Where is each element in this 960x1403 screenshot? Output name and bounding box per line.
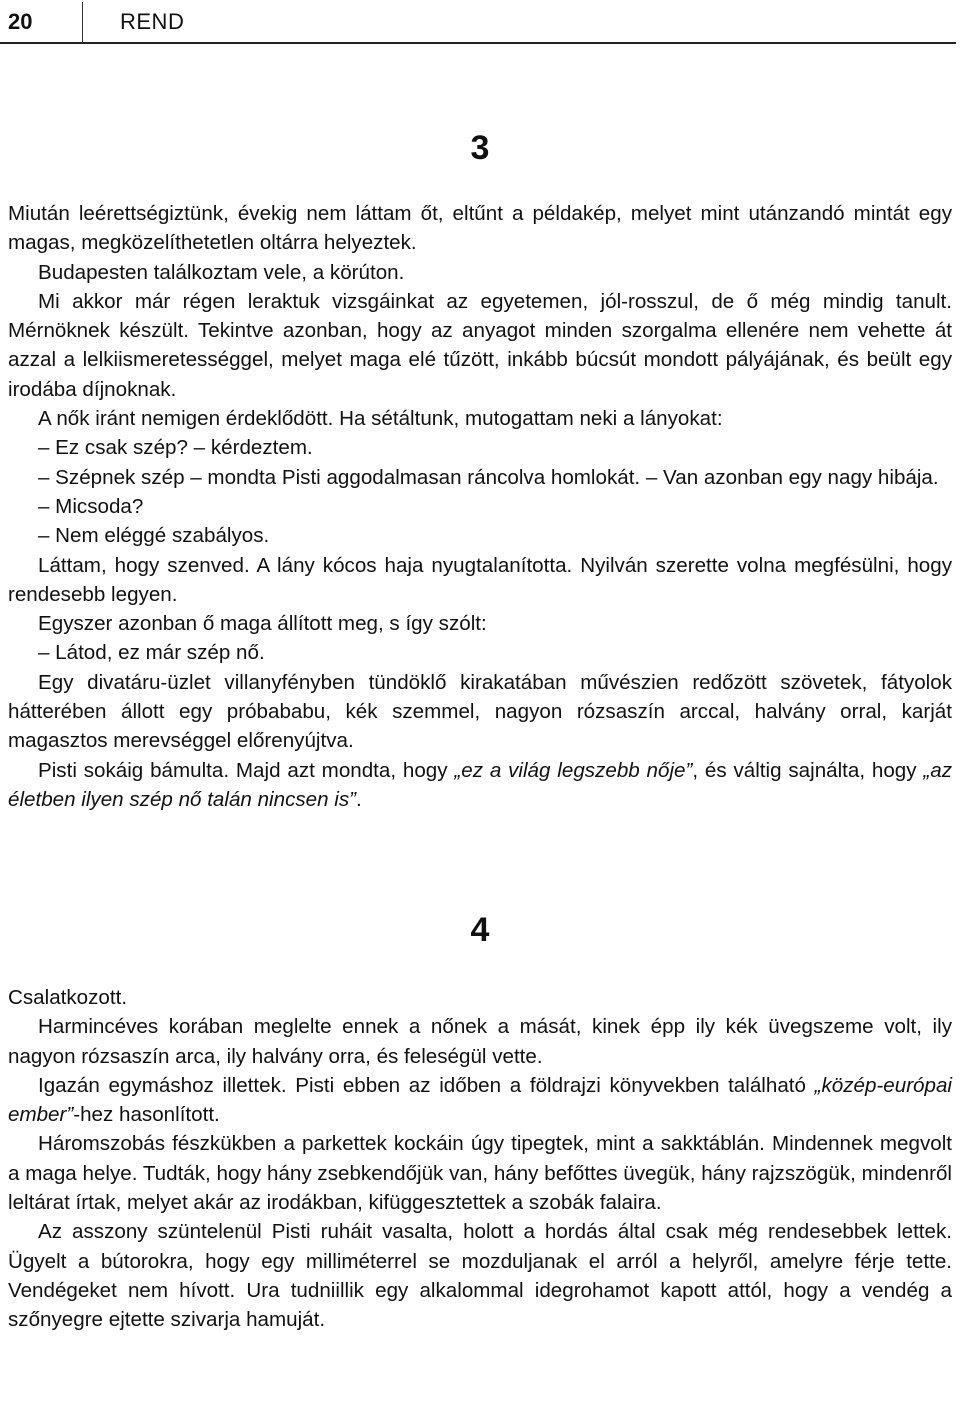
running-head: REND [120, 9, 185, 34]
header-rule [0, 42, 956, 44]
dialogue-line: – Ez csak szép? – kérdeztem. [38, 436, 313, 460]
paragraph: Budapesten találkoztam vele, a körúton. [38, 260, 405, 284]
paragraph: Mi akkor már régen leraktuk vizsgáinkat az egyetemen, jól-rosszul, de ő még mindig tanult. Mérnöknek készült. Tekintve azonban, hogy az anyagot minden szorgalma ellenére nem vehette át azzal a lelkiismeretességgel, melyet maga elé tűzött, inkább búcsút mondott pályájának, és beült egy irodába díjnoknak. [8, 289, 952, 401]
quoted-phrase: „ez a világ legszebb nője” [454, 758, 693, 782]
dialogue-line: – Micsoda? [38, 494, 144, 518]
section-number-4: 4 [470, 911, 490, 949]
paragraph: Egyszer azonban ő maga állított meg, s így szólt: [38, 612, 487, 636]
header-divider [82, 2, 83, 42]
dialogue-line: – Nem eléggé szabályos. [38, 524, 270, 548]
text-run: Igazán egymáshoz illettek. Pisti ebben az időben a földrajzi könyvekben található [38, 1073, 815, 1097]
dialogue-line: – Szépnek szép – mondta Pisti aggodalmasan ráncolva homlokát. – Van azonban egy nagy hibája. [38, 465, 939, 489]
text-run: , és váltig sajnálta, hogy [692, 758, 924, 782]
quoted-phrase: „közép-európai ember” [8, 1073, 952, 1127]
paragraph: A nők iránt nemigen érdeklődött. Ha sétáltunk, mutogattam neki a lányokat: [38, 407, 723, 431]
paragraph: Háromszobás fészkükben a parkettek kockáin úgy tipegtek, mint a sakktáblán. Mindennek megvolt a maga helye. Tudták, hogy hány zsebkendőjük van, hány befőttes üvegük, hány rajzszögük, mindenről leltárat írtak, melyet akár az irodákban, kifüggesztettek a szobák falaira. [8, 1132, 952, 1215]
paragraph: Az asszony szüntelenül Pisti ruháit vasalta, holott a hordás által csak még rendesebbek lettek. Ügyelt a bútorokra, hogy egy milliméterrel se mozduljanak el arról a helyről, amelyre férje tette. Vendégeket nem hívott. Ura tudniillik egy alkalommal idegrohamot kapott attól, hogy a vendég a szőnyegre ejtette szivarja hamuját. [8, 1220, 952, 1332]
paragraph: Miután leérettségiztünk, évekig nem láttam őt, eltűnt a példakép, melyet mint utánzandó mintát egy magas, megközelíthetetlen oltárra helyeztek. [8, 202, 952, 255]
text-run: . [356, 787, 362, 811]
section-4-body [8, 983, 952, 1335]
paragraph: Egy divatáru-üzlet villanyfényben tündöklő kirakatában művészien redőzött szövetek, fátyolok hátterében állott egy próbababu, kék szemmel, nagyon rózsaszín arccal, halvány orral, karját magasztos merevséggel előrenyújtva. [8, 670, 952, 753]
quoted-phrase: „az életben ilyen szép nő talán nincsen is” [8, 758, 952, 811]
section-3-body [8, 199, 952, 814]
section-number-3: 3 [470, 129, 490, 167]
text-run: Pisti sokáig bámulta. Majd azt mondta, hogy [38, 758, 455, 782]
paragraph [8, 756, 952, 815]
page-number: 20 [8, 9, 33, 34]
dialogue-line: – Látod, ez már szép nő. [38, 641, 265, 665]
paragraph: Csalatkozott. [8, 986, 128, 1009]
paragraph: Harmincéves korában meglelte ennek a nőnek a mását, kinek épp ily kék üvegszeme volt, ily nagyon rózsaszín arca, ily halvány orra, és feleségül vette. [8, 1015, 952, 1068]
text-run: -hez hasonlított. [73, 1103, 220, 1127]
page-header [0, 0, 960, 46]
paragraph: Láttam, hogy szenved. A lány kócos haja nyugtalanította. Nyilván szerette volna megfésülni, hogy rendesebb legyen. [8, 553, 952, 606]
paragraph [8, 1071, 952, 1130]
